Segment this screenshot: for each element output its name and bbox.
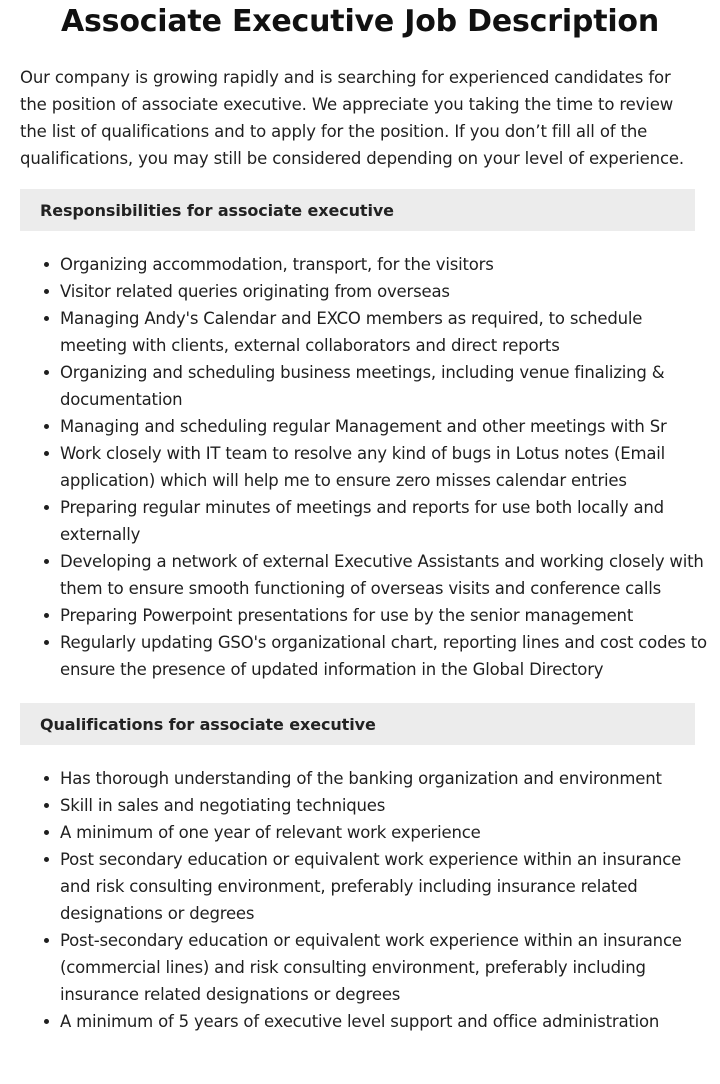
list-item: Preparing regular minutes of meetings and reports for use both locally and externally	[60, 494, 710, 548]
list-item: Managing Andy's Calendar and EXCO members as required, to schedule meeting with clients, external collaborators and direct reports	[60, 305, 710, 359]
list-item: Skill in sales and negotiating techniques	[60, 792, 710, 819]
list-item: Organizing and scheduling business meetings, including venue finalizing & documentation	[60, 359, 710, 413]
list-item: Work closely with IT team to resolve any kind of bugs in Lotus notes (Email application) which will help me to ensure zero misses calendar entries	[60, 440, 710, 494]
list-item: Preparing Powerpoint presentations for use by the senior management	[60, 602, 710, 629]
list-item: Visitor related queries originating from overseas	[60, 278, 710, 305]
responsibilities-heading-text: Responsibilities for associate executive	[40, 200, 394, 220]
list-item: Has thorough understanding of the banking organization and environment	[60, 765, 710, 792]
list-item: A minimum of 5 years of executive level support and office administration	[60, 1008, 710, 1035]
responsibilities-heading	[20, 189, 695, 231]
list-item: Regularly updating GSO's organizational chart, reporting lines and cost codes to ensure the presence of updated information in the Global Directory	[60, 629, 710, 683]
intro-paragraph: Our company is growing rapidly and is searching for experienced candidates for the position of associate executive. We appreciate you taking the time to review the list of qualifications and to apply for the position. If you don’t fill all of the qualifications, you may still be considered depending on your level of experience.	[20, 68, 684, 168]
list-item: Post-secondary education or equivalent work experience within an insurance (commercial lines) and risk consulting environment, preferably including insurance related designations or degrees	[60, 927, 710, 1008]
qualifications-heading	[20, 703, 695, 745]
list-item: Managing and scheduling regular Management and other meetings with Sr	[60, 413, 710, 440]
responsibilities-list	[0, 251, 720, 683]
list-item: A minimum of one year of relevant work experience	[60, 819, 710, 846]
page-title: Associate Executive Job Description	[60, 4, 659, 39]
list-item: Organizing accommodation, transport, for the visitors	[60, 251, 710, 278]
list-item: Post secondary education or equivalent work experience within an insurance and risk consulting environment, preferably including insurance related designations or degrees	[60, 846, 710, 927]
list-item: Developing a network of external Executive Assistants and working closely with them to ensure smooth functioning of overseas visits and conference calls	[60, 548, 710, 602]
qualifications-heading-text: Qualifications for associate executive	[40, 714, 376, 734]
qualifications-list	[0, 765, 720, 1035]
